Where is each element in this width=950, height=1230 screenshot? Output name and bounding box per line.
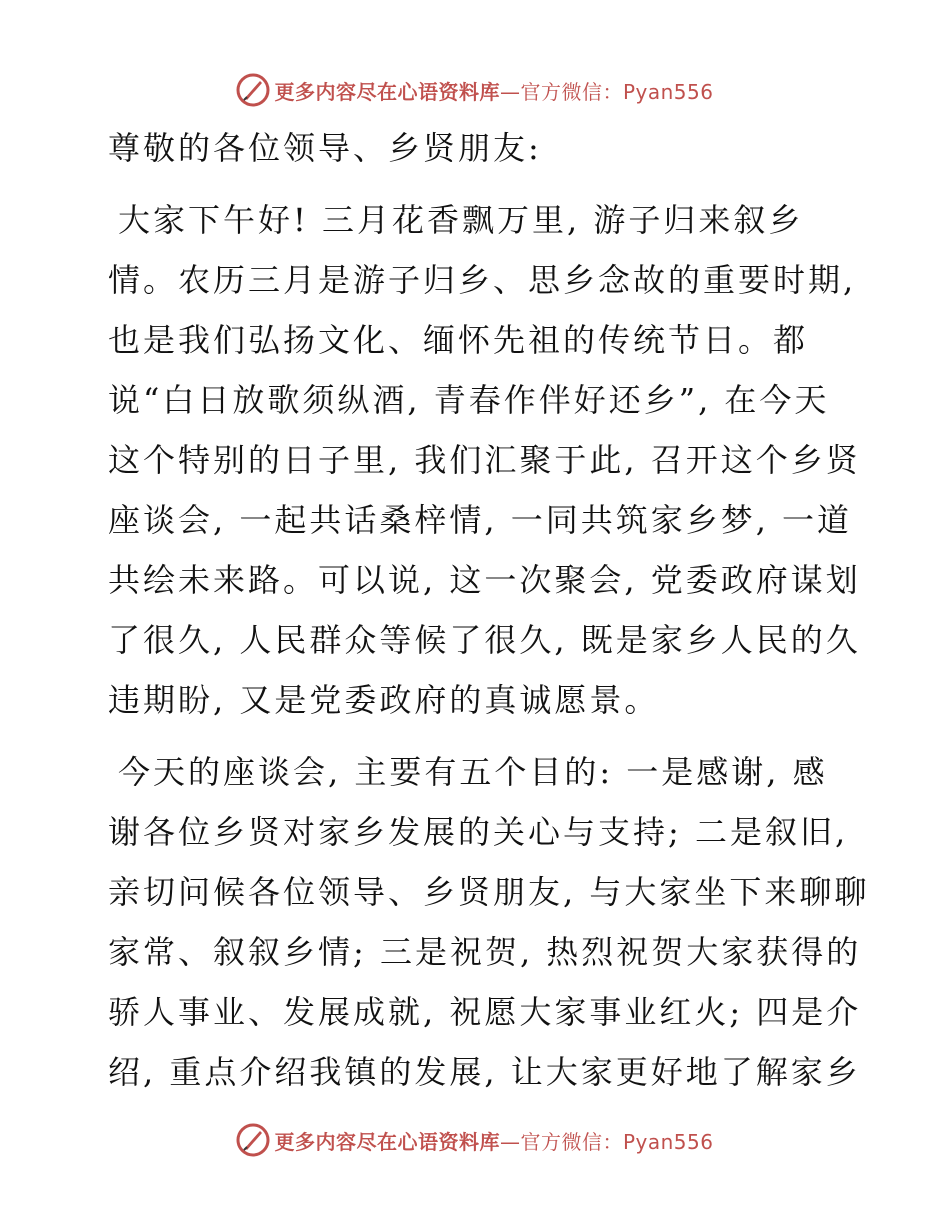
paragraph-1-line: 说“白日放歌须纵酒, 青春作伴好还乡”, 在今天 <box>108 381 830 419</box>
paragraph-2-line: 亲切问候各位领导、乡贤朋友, 与大家坐下来聊聊 <box>108 873 870 911</box>
banner-wechat-text: 官方微信：Pyan556 <box>520 1129 714 1154</box>
quill-pen-logo-icon <box>236 1123 270 1157</box>
banner-site-text: 更多内容尽在心语资料库 <box>274 79 500 104</box>
document-body <box>98 118 870 1102</box>
paragraph-2-line: 谢各位乡贤对家乡发展的关心与支持; 二是叙旧, <box>108 813 849 851</box>
paragraph-2 <box>98 742 870 1102</box>
paragraph-1-line: 违期盼, 又是党委政府的真诚愿景。 <box>108 681 660 719</box>
salutation-line: 尊敬的各位领导、乡贤朋友: <box>108 129 542 167</box>
banner-separator: — <box>499 1129 521 1154</box>
paragraph-1-line: 座谈会, 一起共话桑梓情, 一同共筑家乡梦, 一道 <box>108 501 853 539</box>
banner-text <box>274 1126 713 1155</box>
banner-text <box>274 76 713 105</box>
footer-banner <box>0 1118 950 1162</box>
banner-site-text: 更多内容尽在心语资料库 <box>274 1129 500 1154</box>
paragraph-1 <box>98 190 861 730</box>
paragraph-2-line: 今天的座谈会, 主要有五个目的: 一是感谢, 感 <box>118 753 828 791</box>
paragraph-1-line: 情。农历三月是游子归乡、思乡念故的重要时期, <box>108 261 857 299</box>
paragraph-1-line: 共绘未来路。可以说, 这一次聚会, 党委政府谋划 <box>108 561 861 599</box>
paragraph-1-line: 也是我们弘扬文化、缅怀先祖的传统节日。都 <box>108 321 809 359</box>
salutation <box>98 118 848 178</box>
paragraph-1-line: 这个特别的日子里, 我们汇聚于此, 召开这个乡贤 <box>108 441 861 479</box>
paragraph-2-line: 骄人事业、发展成就, 祝愿大家事业红火; 四是介 <box>108 993 862 1031</box>
header-banner <box>0 68 950 112</box>
paragraph-1-line: 大家下午好! 三月花香飘万里, 游子归来叙乡 <box>118 201 804 239</box>
paragraph-1-line: 了很久, 人民群众等候了很久, 既是家乡人民的久 <box>108 621 861 659</box>
banner-separator: — <box>499 79 521 104</box>
banner-wechat-text: 官方微信：Pyan556 <box>520 79 714 104</box>
paragraph-2-line: 家常、叙叙乡情; 三是祝贺, 热烈祝贺大家获得的 <box>108 933 862 971</box>
paragraph-2-line: 绍, 重点介绍我镇的发展, 让大家更好地了解家乡 <box>108 1053 861 1091</box>
quill-pen-logo-icon <box>236 73 270 107</box>
